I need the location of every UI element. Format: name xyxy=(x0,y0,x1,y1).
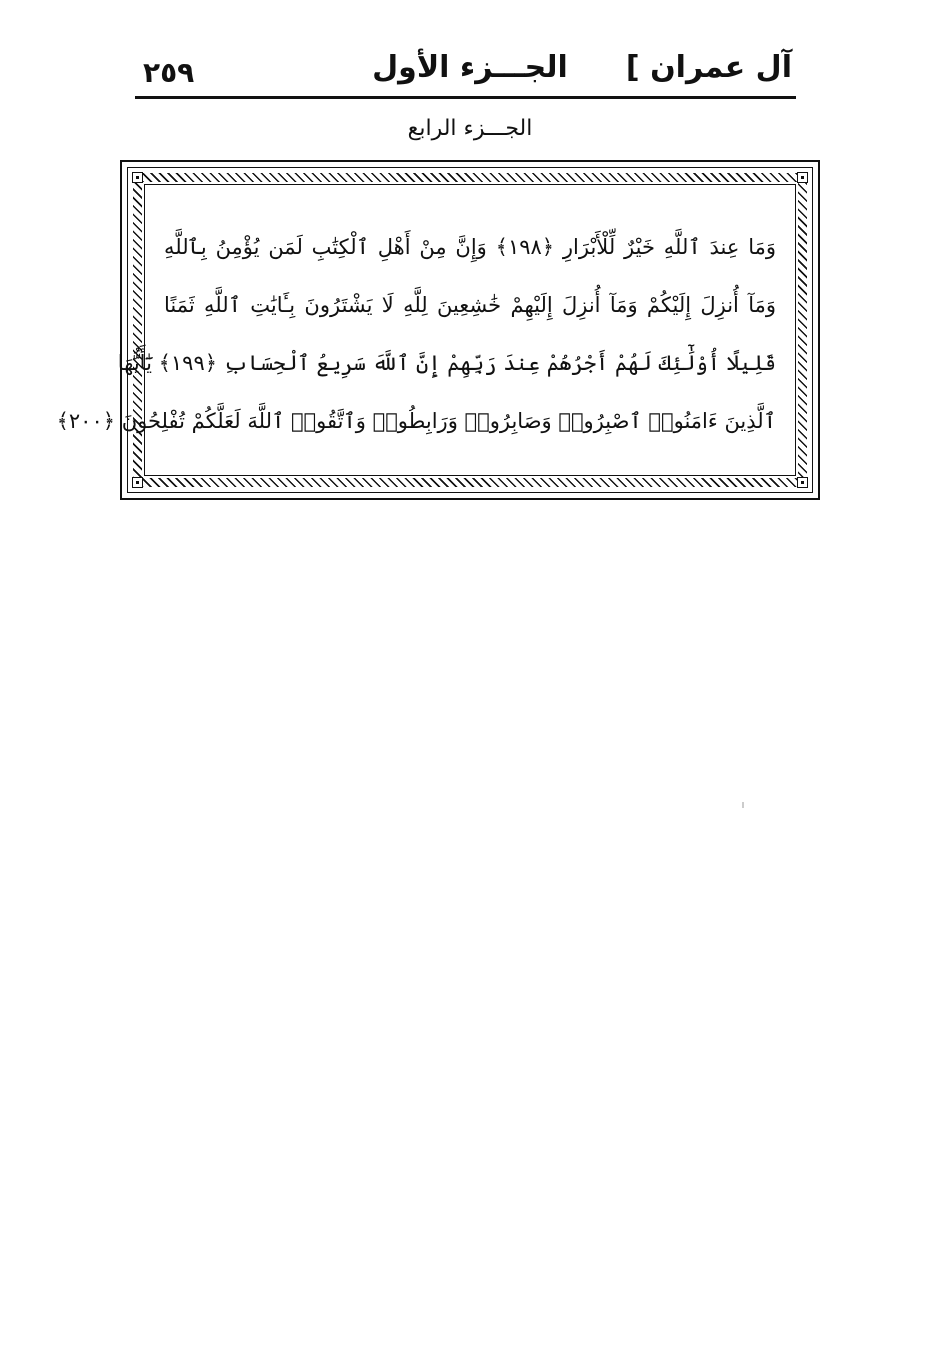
frame-corner-ornament xyxy=(797,172,808,183)
frame-corner-ornament xyxy=(132,172,143,183)
verse-line: قَلِيلًا أُوْلَٰٓئِكَ لَهُمْ أَجْرُهُمْ عِندَ رَبِّهِمْ إِنَّ ٱللَّهَ سَرِيعُ ٱلْحِسَابِ ﴿١٩٩﴾ يَٰٓأَيُّهَا xyxy=(117,351,776,375)
surah-name: آل عمران ] xyxy=(625,50,792,85)
page-number: ٢٥٩ xyxy=(143,56,195,89)
verse-text-block xyxy=(56,218,776,458)
verse-line: وَمَآ أُنزِلَ إِلَيْكُمْ وَمَآ أُنزِلَ إِلَيْهِمْ خَٰشِعِينَ لِلَّهِ لَا يَشْتَرُونَ بِـَٔايَٰتِ ٱللَّهِ ثَمَنًا xyxy=(164,293,776,317)
juz-label: الجـــزء الرابع xyxy=(407,116,533,141)
page-header xyxy=(0,40,940,100)
part-title: الجـــزء الأول xyxy=(372,50,568,85)
verse-line: وَمَا عِندَ ٱللَّهِ خَيْرٌ لِّلْأَبْرَارِ ﴿١٩٨﴾ وَإِنَّ مِنْ أَهْلِ ٱلْكِتَٰبِ لَمَن يُؤْمِنُ بِٱللَّهِ xyxy=(164,235,776,259)
ornamental-frame xyxy=(56,160,820,500)
scan-mark xyxy=(742,802,744,808)
verse-line: ٱلَّذِينَ ءَامَنُوا۟ ٱصْبِرُوا۟ وَصَابِرُوا۟ وَرَابِطُوا۟ وَٱتَّقُوا۟ ٱللَّهَ لَعَلَّكُمْ تُفْلِحُونَ ﴿٢٠٠﴾ xyxy=(56,409,776,433)
frame-corner-ornament xyxy=(797,477,808,488)
header-divider xyxy=(135,96,796,99)
frame-corner-ornament xyxy=(132,477,143,488)
